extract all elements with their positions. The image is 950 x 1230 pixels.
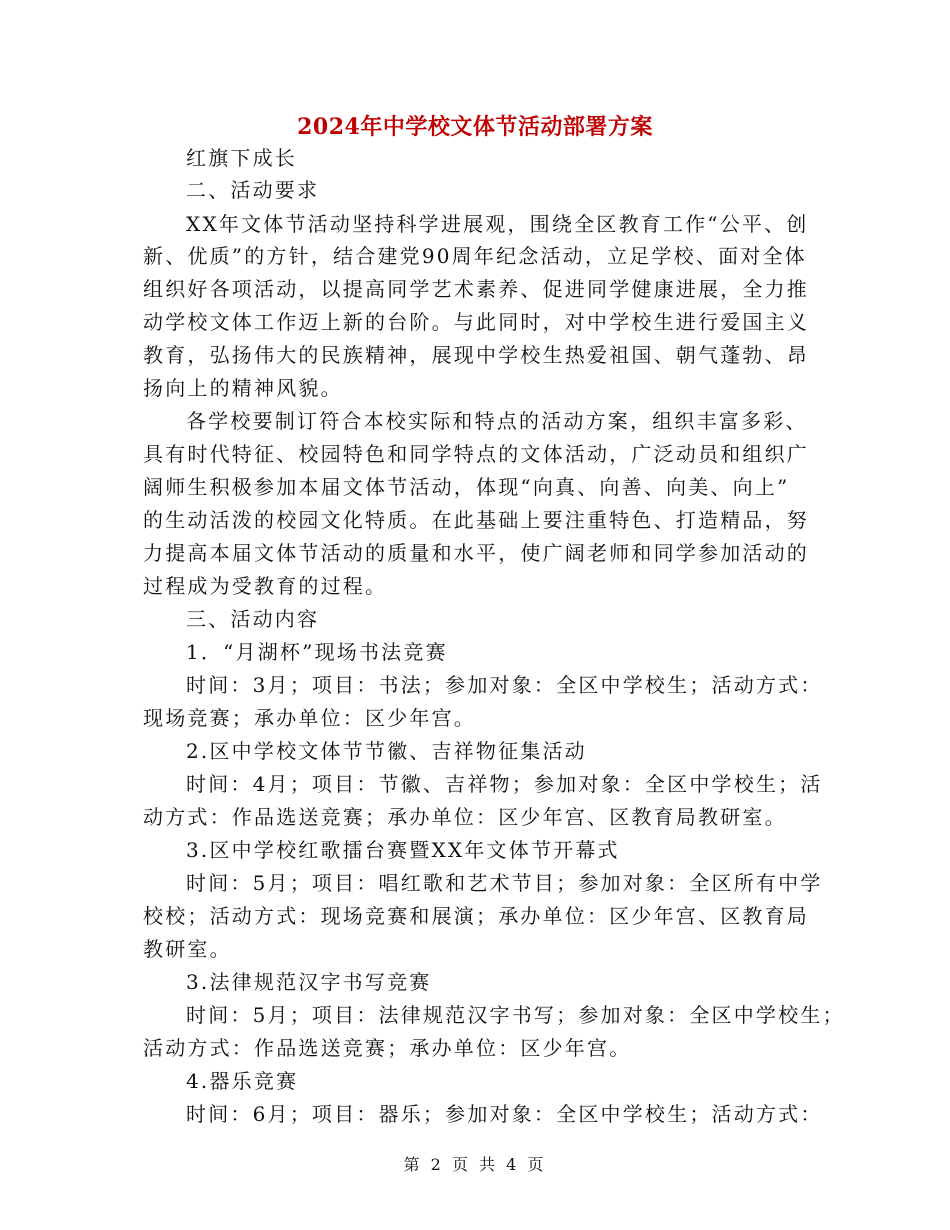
text-line: 活动方式：作品选送竞赛；承办单位：区少年宫。 xyxy=(143,1036,632,1060)
text-line: 教育，弘扬伟大的民族精神，展现中学校生热爱祖国、朝气蓬勃、昂 xyxy=(143,343,809,367)
text-line: 红旗下成长 xyxy=(186,146,297,170)
section-heading: 二、活动要求 xyxy=(186,178,320,202)
text-line: 扬向上的精神风貌。 xyxy=(143,376,343,400)
text-line: 时间：3月；项目：书法；参加对象：全区中学校生；活动方式： xyxy=(186,673,823,697)
text-line: 的生动活泼的校园文化特质。在此基础上要注重特色、打造精品，努 xyxy=(143,508,809,532)
section-heading: 三、活动内容 xyxy=(186,607,320,631)
text-line: XX年文体节活动坚持科学进展观，围绕全区教育工作“公平、创 xyxy=(186,212,809,236)
text-line: 动方式：作品选送竞赛；承办单位：区少年宫、区教育局教研室。 xyxy=(143,805,787,829)
text-line: 时间：6月；项目：器乐；参加对象：全区中学校生；活动方式： xyxy=(186,1102,823,1126)
text-line: 教研室。 xyxy=(143,937,232,961)
text-line: 校校；活动方式：现场竞赛和展演；承办单位：区少年宫、区教育局 xyxy=(143,904,809,928)
text-line: 组织好各项活动，以提高同学艺术素养、促进同学健康进展，全力推 xyxy=(143,277,809,301)
item-heading: 3.区中学校红歌擂台赛暨XX年文体节开幕式 xyxy=(186,838,620,862)
text-line: 各学校要制订符合本校实际和特点的活动方案，组织丰富多彩、 xyxy=(186,409,808,433)
text-line: 力提高本届文体节活动的质量和水平，使广阔老师和同学参加活动的 xyxy=(143,541,809,565)
text-line: 过程成为受教育的过程。 xyxy=(143,574,388,598)
text-line: 动学校文体工作迈上新的台阶。与此同时，对中学校生进行爱国主义 xyxy=(143,310,809,334)
text-line: 时间：5月；项目：法律规范汉字书写；参加对象：全区中学校生； xyxy=(186,1003,845,1027)
item-heading: 4.器乐竞赛 xyxy=(186,1069,299,1093)
item-heading: 3.法律规范汉字书写竞赛 xyxy=(186,970,432,994)
item-heading: 2.区中学校文体节节徽、吉祥物征集活动 xyxy=(186,739,587,763)
text-line: 阔师生积极参加本届文体节活动，体现“向真、向善、向美、向上” xyxy=(143,475,790,499)
text-line: 时间：5月；项目：唱红歌和艺术节目；参加对象：全区所有中学 xyxy=(186,871,823,895)
text-line: 现场竞赛；承办单位：区少年宫。 xyxy=(143,706,476,730)
document-title: 2024年中学校文体节活动部署方案 xyxy=(297,114,653,140)
item-heading: 1．“月湖杯”现场书法竞赛 xyxy=(186,640,448,664)
text-line: 具有时代特征、校园特色和同学特点的文体活动，广泛动员和组织广 xyxy=(143,442,809,466)
text-line: 新、优质”的方针，结合建党90周年纪念活动，立足学校、面对全体 xyxy=(143,244,807,268)
page-footer: 第 2 页 共 4 页 xyxy=(403,1155,547,1174)
text-line: 时间：4月；项目：节徽、吉祥物；参加对象：全区中学校生；活 xyxy=(186,772,823,796)
